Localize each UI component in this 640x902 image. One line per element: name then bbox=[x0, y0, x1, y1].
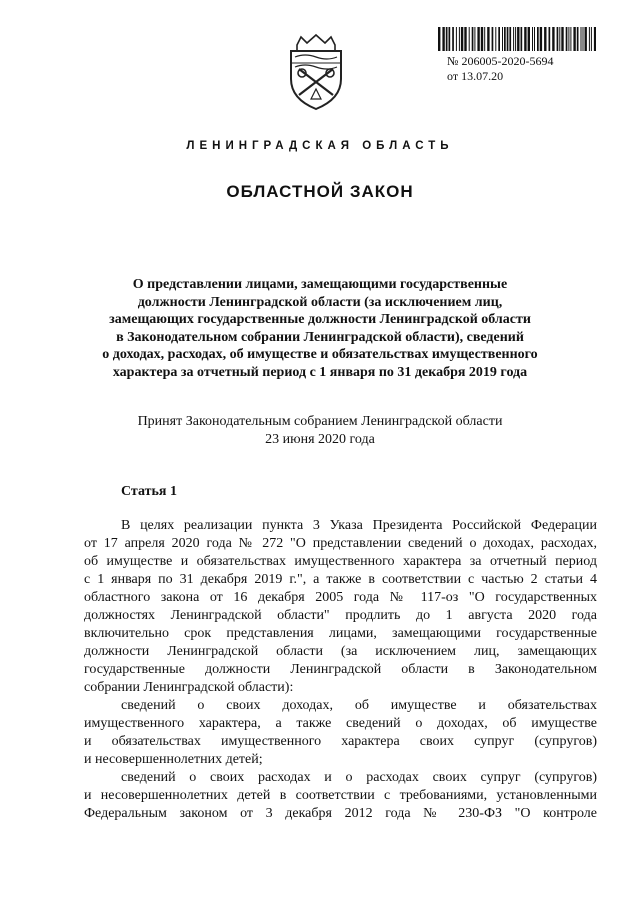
coat-of-arms-icon bbox=[285, 33, 347, 111]
paragraph-line: об имуществе и обязательствах имущественного характера за отчетный период bbox=[84, 554, 597, 569]
title-line: в Законодательном собрании Ленинградской области), сведений bbox=[116, 329, 524, 345]
paragraph-line: государственные должности Ленинградской области в Законодательном bbox=[84, 662, 597, 677]
paragraph-line: и несовершеннолетних детей в соответствии с требованиями, установленными bbox=[84, 788, 597, 803]
adoption-date: 23 июня 2020 года bbox=[265, 432, 375, 447]
paragraph-line: Федеральным законом от 3 декабря 2012 года № 230-ФЗ "О контроле bbox=[84, 806, 597, 821]
registration-date: от 13.07.20 bbox=[447, 69, 504, 83]
paragraph-line: от 17 апреля 2020 года № 272 "О представлении сведений о доходах, расходах, bbox=[84, 536, 597, 551]
registration-block bbox=[447, 54, 553, 84]
law-title bbox=[80, 276, 560, 382]
paragraph-line: должности Ленинградской области (за исключением лиц, замещающих bbox=[84, 644, 597, 659]
paragraph-line: и несовершеннолетних детей; bbox=[84, 752, 263, 767]
paragraph-line: и обязательствах имущественного характера своих супруг (супругов) bbox=[84, 734, 597, 749]
paragraph-line: включительно срок представления лицами, замещающими государственные bbox=[84, 626, 597, 641]
title-line: замещающих государственные должности Ленинградской области bbox=[109, 312, 531, 328]
paragraph bbox=[84, 697, 597, 769]
paragraph-line: сведений о своих доходах, об имуществе и обязательствах bbox=[121, 698, 597, 713]
paragraph bbox=[84, 769, 597, 823]
paragraph-line: областного закона от 16 декабря 2005 года № 117-оз "О государственных bbox=[84, 590, 597, 605]
adoption-body: Принят Законодательным собранием Ленинградской области bbox=[137, 414, 503, 429]
paragraph-line: собрании Ленинградской области): bbox=[84, 680, 294, 695]
article-heading: Статья 1 bbox=[121, 484, 177, 499]
registration-number: № 206005-2020-5694 bbox=[447, 54, 554, 68]
adoption-note bbox=[0, 413, 640, 449]
title-line: О представлении лицами, замещающими государственные bbox=[132, 277, 508, 292]
paragraph-line: имущественного характера, а также сведений о доходах, об имуществе bbox=[84, 716, 597, 731]
title-line: характера за отчетный период с 1 января по 31 декабря 2019 года bbox=[112, 364, 528, 380]
paragraph-line: сведений о своих расходах и о расходах своих супруг (супругов) bbox=[121, 770, 597, 785]
paragraph bbox=[84, 517, 597, 697]
paragraph-line: В целях реализации пункта 3 Указа Президента Российской Федерации bbox=[121, 518, 597, 533]
barcode-icon bbox=[438, 27, 596, 51]
paragraph-line: с 1 января по 31 декабря 2019 г.", а также в соответствии с частью 2 статьи 4 bbox=[84, 572, 597, 587]
title-line: о доходах, расходах, об имуществе и обязательствах имущественного bbox=[102, 347, 538, 363]
paragraph-line: должностях Ленинградской области" продлить до 1 августа 2020 года bbox=[84, 608, 597, 623]
article-body bbox=[84, 517, 597, 823]
region-heading: ЛЕНИНГРАДСКАЯ ОБЛАСТЬ bbox=[186, 140, 454, 152]
law-type-heading: ОБЛАСТНОЙ ЗАКОН bbox=[226, 182, 414, 201]
title-line: должности Ленинградской области (за исключением лиц, bbox=[137, 294, 503, 310]
